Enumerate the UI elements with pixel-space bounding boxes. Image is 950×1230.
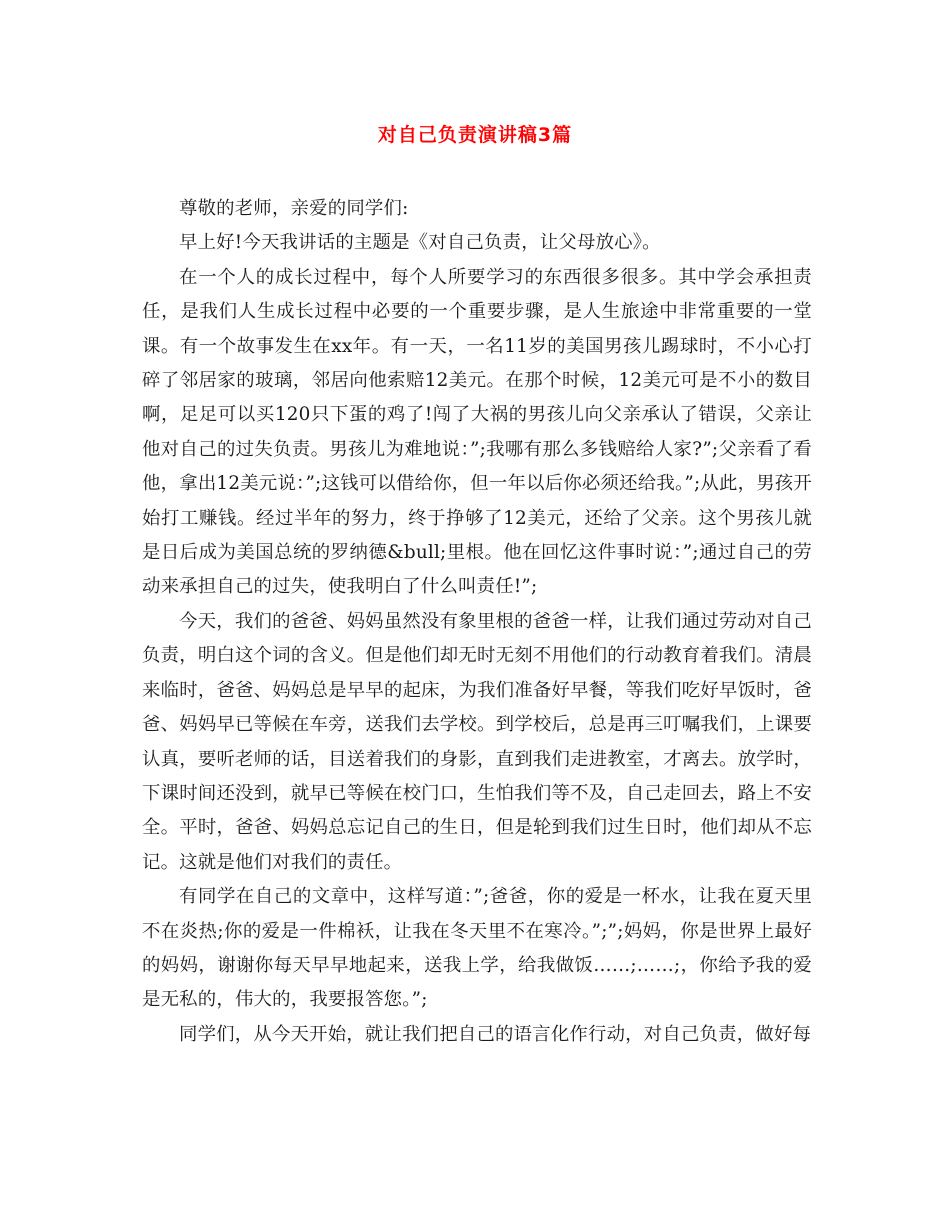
paragraph-greeting: 尊敬的老师，亲爱的同学们: (179, 198, 409, 219)
paragraph-story: 在一个人的成长过程中，每个人所要学习的东西很多很多。其中学会承担责任，是我们人生成长过程中必要的一个重要步骤，是人生旅途中非常重要的一堂课。有一个故事发生在xx年。有一天，一名11岁的美国男孩儿踢球时，不小心打碎了邻居家的玻璃，邻居向他索赔12美元。在那个时候，12美元可是不小的数目啊，足足可以买120只下蛋的鸡了!闯了大祸的男孩儿向父亲承认了错误，父亲让他对自己的过失负责。男孩儿为难地说：”;我哪有那么多钱赔给人家?”;父亲看了看他，拿出12美元说：”;这钱可以借给你，但一年以后你必须还给我。”;从此，男孩开始打工赚钱。经过半年的努力，终于挣够了12美元，还给了父亲。这个男孩儿就是日后成为美国总统的罗纳德&bull;里根。他在回忆这件事时说：”;通过自己的劳动来承担自己的过失，使我明白了什么叫责任!”; (142, 266, 812, 598)
paragraph-parents: 今天，我们的爸爸、妈妈虽然没有象里根的爸爸一样，让我们通过劳动对自己负责，明白这个词的含义。但是他们却无时无刻不用他们的行动教育着我们。清晨来临时，爸爸、妈妈总是早早的起床，为我们准备好早餐，等我们吃好早饭时，爸爸、妈妈早已等候在车旁，送我们去学校。到学校后，总是再三叮嘱我们，上课要认真，要听老师的话，目送着我们的身影，直到我们走进教室，才离去。放学时，下课时间还没到，就早已等候在校门口，生怕我们等不及，自己走回去，路上不安全。平时，爸爸、妈妈总忘记自己的生日，但是轮到我们过生日时，他们却从不忘记。这就是他们对我们的责任。 (142, 610, 812, 873)
paragraph-closing: 同学们，从今天开始，就让我们把自己的语言化作行动，对自己负责，做好每 (179, 1023, 812, 1045)
document-title: 对自己负责演讲稿3篇 (377, 124, 573, 146)
paragraph-topic: 早上好!今天我讲话的主题是《对自己负责，让父母放心》。 (179, 232, 661, 254)
paragraph-quote: 有同学在自己的文章中，这样写道：”;爸爸，你的爱是一杯水，让我在夏天里不在炎热;你的爱是一件棉袄，让我在冬天里不在寒冷。”;”;妈妈，你是世界上最好的妈妈，谢谢你每天早早地起来，送我上学，给我做饭……;……;，你给予我的爱是无私的，伟大的，我要报答您。”; (142, 886, 812, 1011)
document-body (142, 192, 812, 1052)
